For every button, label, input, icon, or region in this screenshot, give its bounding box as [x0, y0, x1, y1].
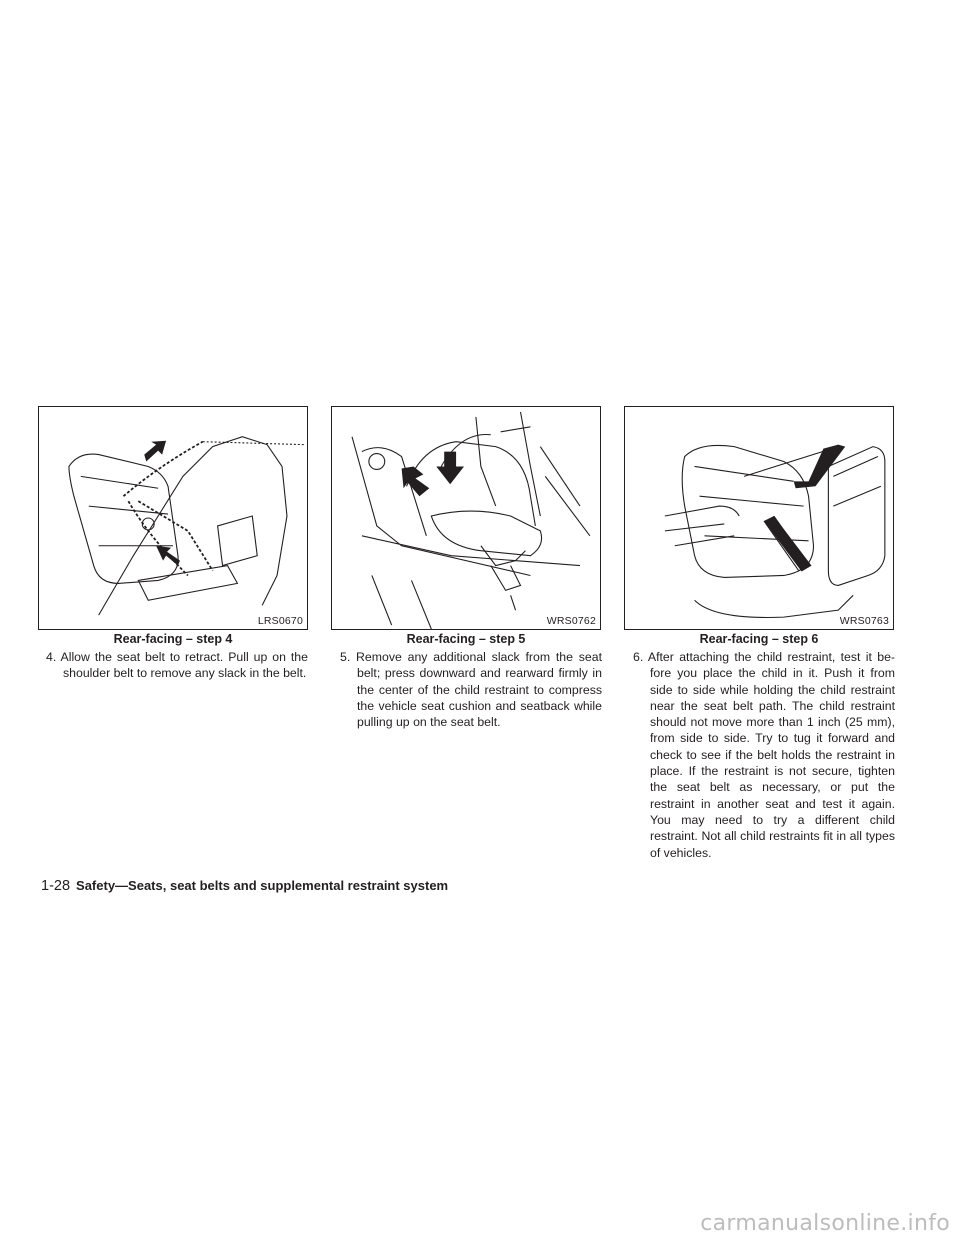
watermark: carmanualsonline.info [700, 1211, 950, 1236]
figure-step-5 [331, 406, 601, 630]
figure-caption: Rear-facing – step 5 [406, 632, 526, 646]
figure-code: WRS0763 [837, 615, 889, 627]
step-5-text: 5. Remove any additional slack from the seat belt; press downward and rearward firmly in the center of the child restraint to compress the vehicle seat cushion and seatback while pulling up on the seat belt. [340, 650, 602, 730]
figure-caption: Rear-facing – step 4 [113, 632, 233, 646]
section-title: Safety—Seats, seat belts and supplemental restraint system [76, 878, 449, 893]
illustration-step-4 [39, 407, 307, 629]
figure-caption: Rear-facing – step 6 [699, 632, 819, 646]
figure-step-6 [624, 406, 894, 630]
illustration-step-5 [332, 407, 600, 629]
step-4-text: 4. Allow the seat belt to retract. Pull up on the shoulder belt to remove any slack in the belt. [46, 650, 308, 681]
figure-code: LRS0670 [255, 615, 303, 627]
step-6-text: 6. After attaching the child restraint, test it be-fore you place the child in it. Push it from side to side while holding the child restraint near the seat belt path. The child restraint should not move more than 1 inch (25 mm), from side to side. Try to tug it forward and check to see if the belt holds the restraint in place. If the restraint is not secure, tighten the seat belt as necessary, or put the restraint in another seat and test it again. You may need to try a different child restraint. Not all child restraints fit in all types of vehicles. [633, 650, 895, 860]
illustration-step-6 [625, 407, 893, 629]
page-footer [41, 878, 448, 894]
figure-code: WRS0762 [544, 615, 596, 627]
figure-step-4 [38, 406, 308, 630]
page-number: 1-28 [41, 878, 71, 894]
